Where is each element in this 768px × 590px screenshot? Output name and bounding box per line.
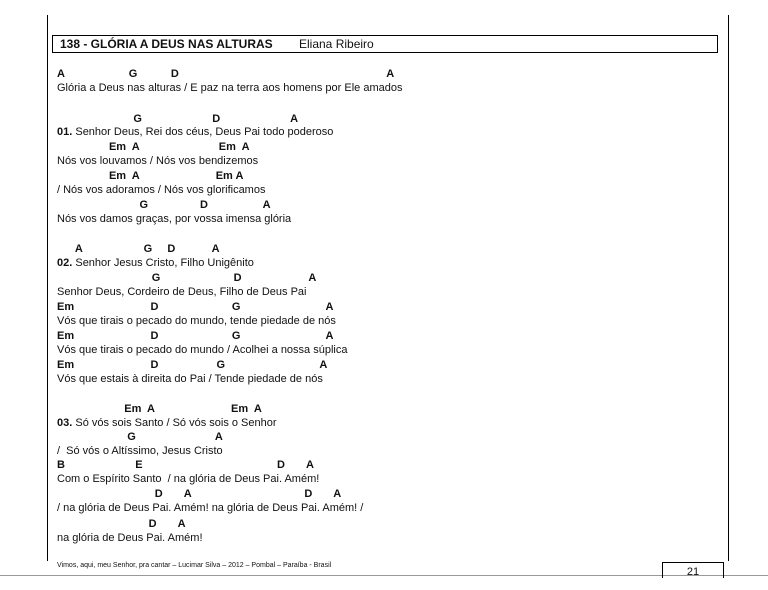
chord-line: G D A [57, 113, 299, 125]
chord-line: G A [57, 431, 223, 443]
footer-rule [0, 575, 768, 576]
chord-line: Em A Em A [57, 403, 262, 415]
chord-line: D A [57, 518, 186, 530]
verse-number: 01. [57, 126, 73, 138]
lyric-text: Só vós sois Santo / Só vós sois o Senhor [72, 417, 277, 429]
song-title: 138 - GLÓRIA A DEUS NAS ALTURAS [60, 37, 273, 51]
chord-line: Em A Em A [57, 141, 250, 153]
verse-number: 02. [57, 257, 73, 269]
chord-line: Em D G A [57, 330, 334, 342]
page-number: 21 [686, 566, 700, 578]
lyric-line: Nós vos louvamos / Nós vos bendizemos [57, 155, 259, 167]
chord-line: Em A Em A [57, 170, 244, 182]
lyric-text: Senhor Deus, Rei dos céus, Deus Pai todo poderoso [72, 126, 334, 138]
chord-line: Em D G A [57, 359, 328, 371]
lyric-line: / na glória de Deus Pai. Amém! na glória de Deus Pai. Amém! / [57, 502, 364, 514]
chord-line: G D A [57, 199, 271, 211]
chord-line: Em D G A [57, 301, 334, 313]
lyric-line: Nós vos damos graças, por vossa imensa glória [57, 213, 292, 225]
lyric-line: Glória a Deus nas alturas / E paz na terra aos homens por Ele amados [57, 82, 403, 94]
verse-1-line-1 [57, 126, 333, 138]
footer-credit: Vimos, aqui, meu Senhor, pra cantar – Lucimar Silva – 2012 – Pombal – Paraíba - Brasil [57, 562, 332, 569]
page-number-box [662, 562, 724, 578]
lyric-line: na glória de Deus Pai. Amém! [57, 532, 203, 544]
verse-3-line-1 [57, 417, 277, 429]
chord-line: A G D A [57, 243, 220, 255]
chord-line: D A D A [57, 488, 342, 500]
lyric-line: Com o Espírito Santo / na glória de Deus Pai. Amém! [57, 473, 320, 485]
lyric-text: Senhor Jesus Cristo, Filho Unigênito [72, 257, 254, 269]
song-author: Eliana Ribeiro [299, 37, 374, 51]
lyric-line: Vós que tirais o pecado do mundo, tende piedade de nós [57, 315, 336, 327]
verse-number: 03. [57, 417, 73, 429]
chord-line: B E D A [57, 459, 314, 471]
chord-line: A G D A [57, 68, 395, 80]
lyric-line: / Só vós o Altíssimo, Jesus Cristo [57, 445, 223, 457]
lyric-line: Vós que estais à direita do Pai / Tende piedade de nós [57, 373, 323, 385]
lyric-line: Senhor Deus, Cordeiro de Deus, Filho de Deus Pai [57, 286, 307, 298]
chord-line: G D A [57, 272, 317, 284]
verse-2-line-1 [57, 257, 254, 269]
song-title-box [52, 35, 718, 53]
lyric-line: / Nós vos adoramos / Nós vos glorificamos [57, 184, 266, 196]
lyric-line: Vós que tirais o pecado do mundo / Acolhei a nossa súplica [57, 344, 348, 356]
